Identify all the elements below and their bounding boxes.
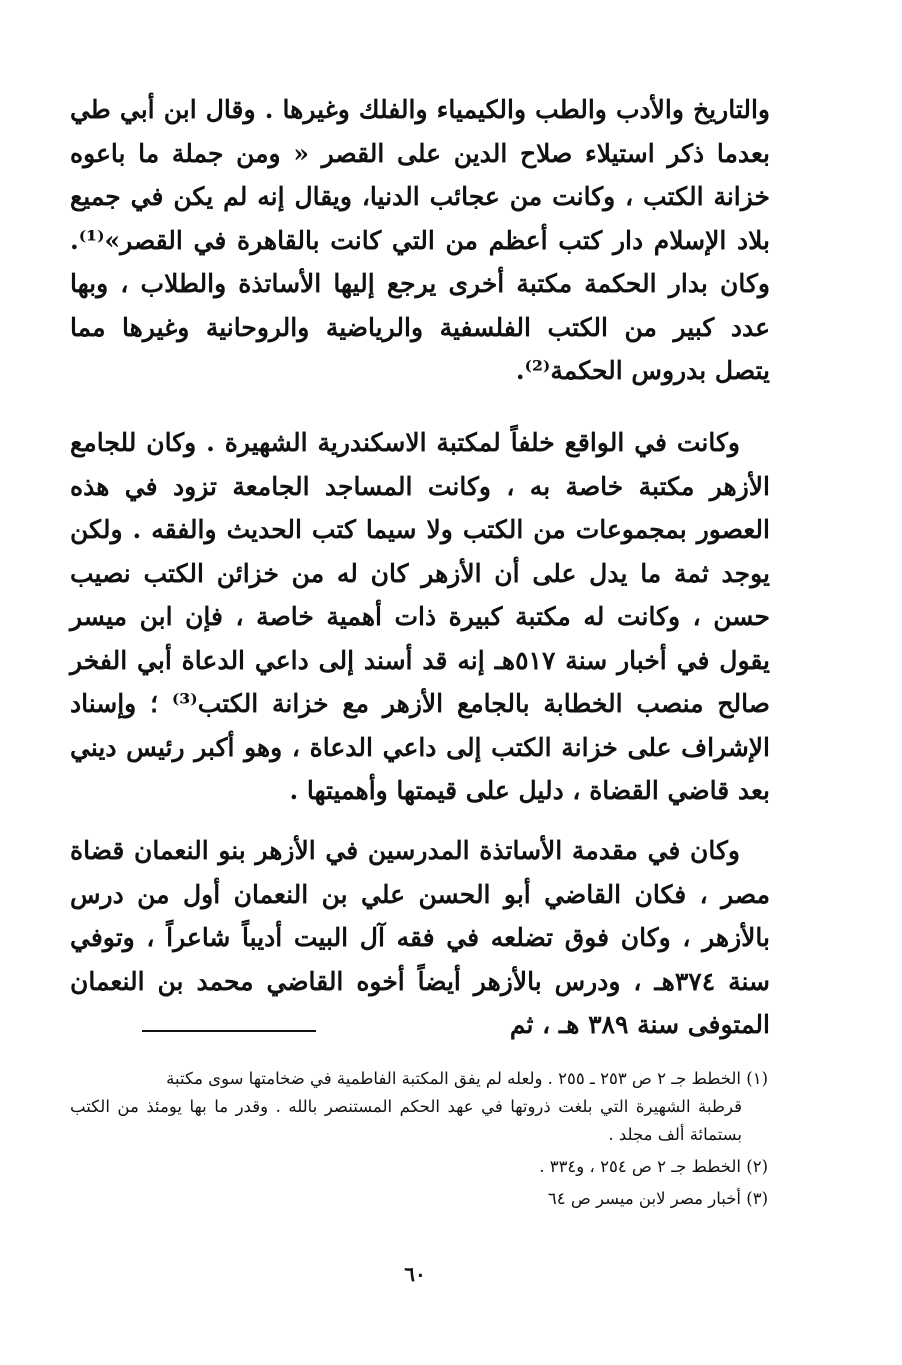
footnote-2-text: (٢) الخطط جـ ٢ ص ٢٥٤ ، و٣٣٤ .	[539, 1157, 768, 1176]
page-number: ٦٠	[404, 1262, 426, 1286]
body-paragraph-2: وكانت في الواقع خلفاً لمكتبة الاسكندرية الشهيرة . وكان للجامع الأزهر مكتبة خاصة به ، وكانت المساجد الجامعة تزود في هذه العصور بمجموعات من الكتب ولا سيما كتب الحديث والفقه . ولكن يوجد ثمة ما يدل على أن الأزهر كان له من خزائن الكتب نصيب حسن ، وكانت له مكتبة كبيرة ذات أهمية خاصة ، فإن ابن ميسر يقول في أخبار سنة ٥١٧هـ إنه قد أسند إلى داعي الدعاة أبي الفخر صالح منصب الخطابة بالجامع الأزهر مع خزانة الكتب⁽³⁾ ؛ وإسناد الإشراف على خزانة الكتب إلى داعي الدعاة ، وهو أكبر رئيس ديني بعد قاضي القضاة ، دليل على قيمتها وأهميتها .	[70, 428, 770, 805]
footnote-3-text: (٣) أخبار مصر لابن ميسر ص ٦٤	[547, 1189, 768, 1208]
footnote-1-text: (١) الخطط جـ ٢ ص ٢٥٣ ـ ٢٥٥ . ولعله لم يفق المكتبة الفاطمية في ضخامتها سوى مكتبة	[166, 1069, 768, 1088]
footnote-1-continuation: قرطبة الشهيرة التي بلغت ذروتها في عهد الحكم المستنصر بالله . وقدر ما بها يومئذ من الكتب بستمائة ألف مجلد .	[70, 1097, 742, 1144]
footnote-3	[70, 1185, 768, 1213]
footnote-2	[70, 1153, 768, 1181]
footnote-1	[70, 1065, 768, 1149]
footnote-separator	[142, 1030, 316, 1032]
footnotes-section	[70, 1065, 768, 1217]
body-paragraph-3: وكان في مقدمة الأساتذة المدرسين في الأزهر بنو النعمان قضاة مصر ، فكان القاضي أبو الحسن علي بن النعمان أول من درس بالأزهر ، وكان فوق تضلعه في فقه آل البيت أديباً شاعراً ، وتوفي سنة ٣٧٤هـ ، ودرس بالأزهر أيضاً أخوه القاضي محمد بن النعمان المتوفى سنة ٣٨٩ هـ ، ثم	[70, 836, 770, 1039]
body-paragraph-1: والتاريخ والأدب والطب والكيمياء والفلك وغيرها . وقال ابن أبي طي بعدما ذكر استيلاء صلاح الدين على القصر « ومن جملة ما باعوه خزانة الكتب ، وكانت من عجائب الدنيا، ويقال إنه لم يكن في جميع بلاد الإسلام دار كتب أعظم من التي كانت بالقاهرة في القصر»⁽¹⁾. وكان بدار الحكمة مكتبة أخرى يرجع إليها الأساتذة والطلاب ، وبها عدد كبير من الكتب الفلسفية والرياضية والروحانية وغيرها مما يتصل بدروس الحكمة⁽²⁾.	[70, 95, 770, 385]
